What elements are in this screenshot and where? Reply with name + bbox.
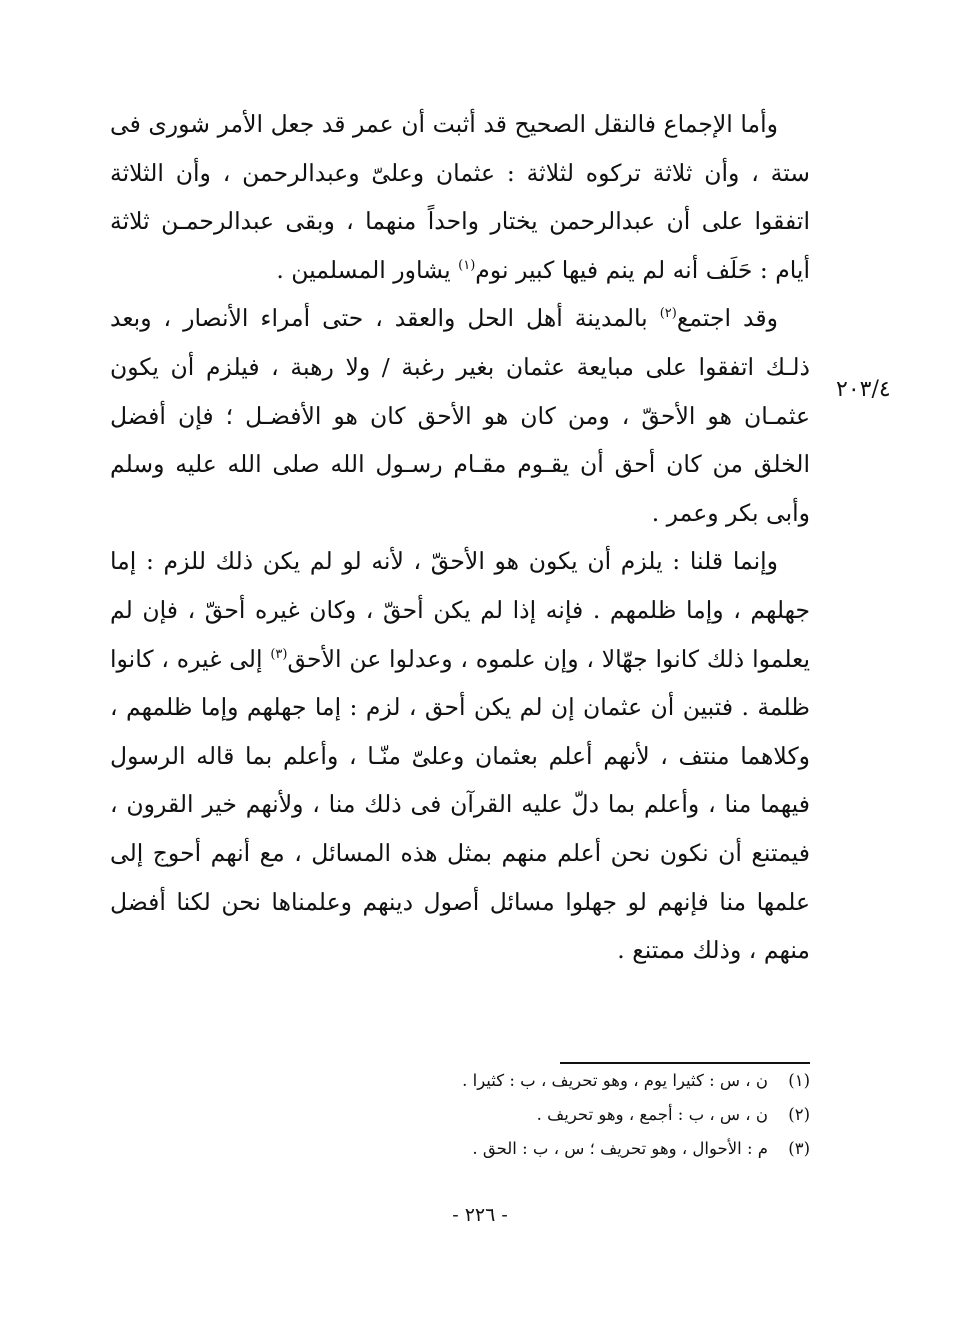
footnote-ref-2: (٢) xyxy=(659,306,677,322)
footnote-text: ن ، س : كثيرا يوم ، وهو تحريف ، ب : كثيرا . xyxy=(462,1071,768,1090)
paragraph-1 xyxy=(110,100,810,294)
footnote-1 xyxy=(300,1064,810,1098)
footnote-2 xyxy=(300,1098,810,1132)
footnote-number: (٢) xyxy=(788,1105,810,1124)
page-number: - ٢٢٦ - xyxy=(452,1204,508,1226)
paragraph-1-text: وأما الإجماع فالنقل الصحيح قد أثبت أن عمر قد جعل الأمر شورى فى ستة ، وأن ثلاثة تركوه لثلاثة : عثمان وعلىّ وعبدالرحمن ، وأن الثلاثة اتفقوا على أن عبدالرحمن يختار واحداً منهما ، وبقى عبدالرحمـن ثلاثة أيام : حَلَف أنه لم ينم فيها كبير نوم xyxy=(110,110,810,284)
footnote-ref-3: (٣) xyxy=(270,646,288,662)
footnote-number: (٣) xyxy=(788,1139,810,1158)
footnote-text: م : الأحوال ، وهو تحريف ؛ س ، ب : الحق . xyxy=(472,1139,768,1158)
margin-page-reference: ٢٠٣/٤ xyxy=(836,377,891,402)
footnotes xyxy=(300,1064,810,1166)
footnote-number: (١) xyxy=(788,1071,810,1090)
footnote-text: ن ، س ، ب : أجمع ، وهو تحريف . xyxy=(536,1105,768,1124)
paragraph-3 xyxy=(110,537,810,974)
main-text xyxy=(110,100,810,975)
paragraph-3-start: وإنما قلنا : يلزم أن يكون هو الأحقّ ، لأنه لو لم يكن ذلك للزم : إما جهلهم ، وإما ظلمهم . فإنه إذا لم يكن أحقّ ، وكان غيره أحقّ ، فإن لم يعلموا ذلك كانوا جهّالا ، وإن علموه ، وعدلوا عن الأحق xyxy=(110,547,810,673)
paragraph-2 xyxy=(110,294,810,537)
paragraph-2-start: وقد اجتمع xyxy=(676,304,778,333)
paragraph-3-rest: إلى غيره ، كانوا ظلمة . فتبين أن عثمان إن لم يكن أحق ، لزم : إما جهلهم وإما ظلمهم ، وكلاهما منتف ، لأنهم أعلم بعثمان وعلىّ منّـا ، وأعلم بما قاله الرسول فيهما منا ، وأعلم بما دلّ عليه القرآن فى ذلك منا ، ولأنهم خير القرون ، فيمتنع أن نكون نحن أعلم منهم بمثل هذه المسائل ، مع أنهم أحوج إلى علمها منا فإنهم لو جهلوا مسائل أصول دينهم وعلمناها نحن لكنا أفضل منهم ، وذلك ممتنع . xyxy=(110,644,810,965)
paragraph-2-rest: بالمدينة أهل الحل والعقد ، حتى أمراء الأنصار ، وبعد ذلـك اتفقوا على مبايعة عثمان بغير رغبة / ولا رهبة ، فيلزم أن يكون عثمـان هو الأحقّ ، ومن كان هو الأحق كان هو الأفضـل ؛ فإن أفضل الخلق من كان أحق أن يقـوم مقـام رسـول الله صلى الله عليه وسلم وأبى بكر وعمر . xyxy=(110,304,810,527)
paragraph-1-end: يشاور المسلمين . xyxy=(276,255,459,284)
footnote-3 xyxy=(300,1132,810,1166)
footnote-ref-1: (١) xyxy=(458,257,476,273)
